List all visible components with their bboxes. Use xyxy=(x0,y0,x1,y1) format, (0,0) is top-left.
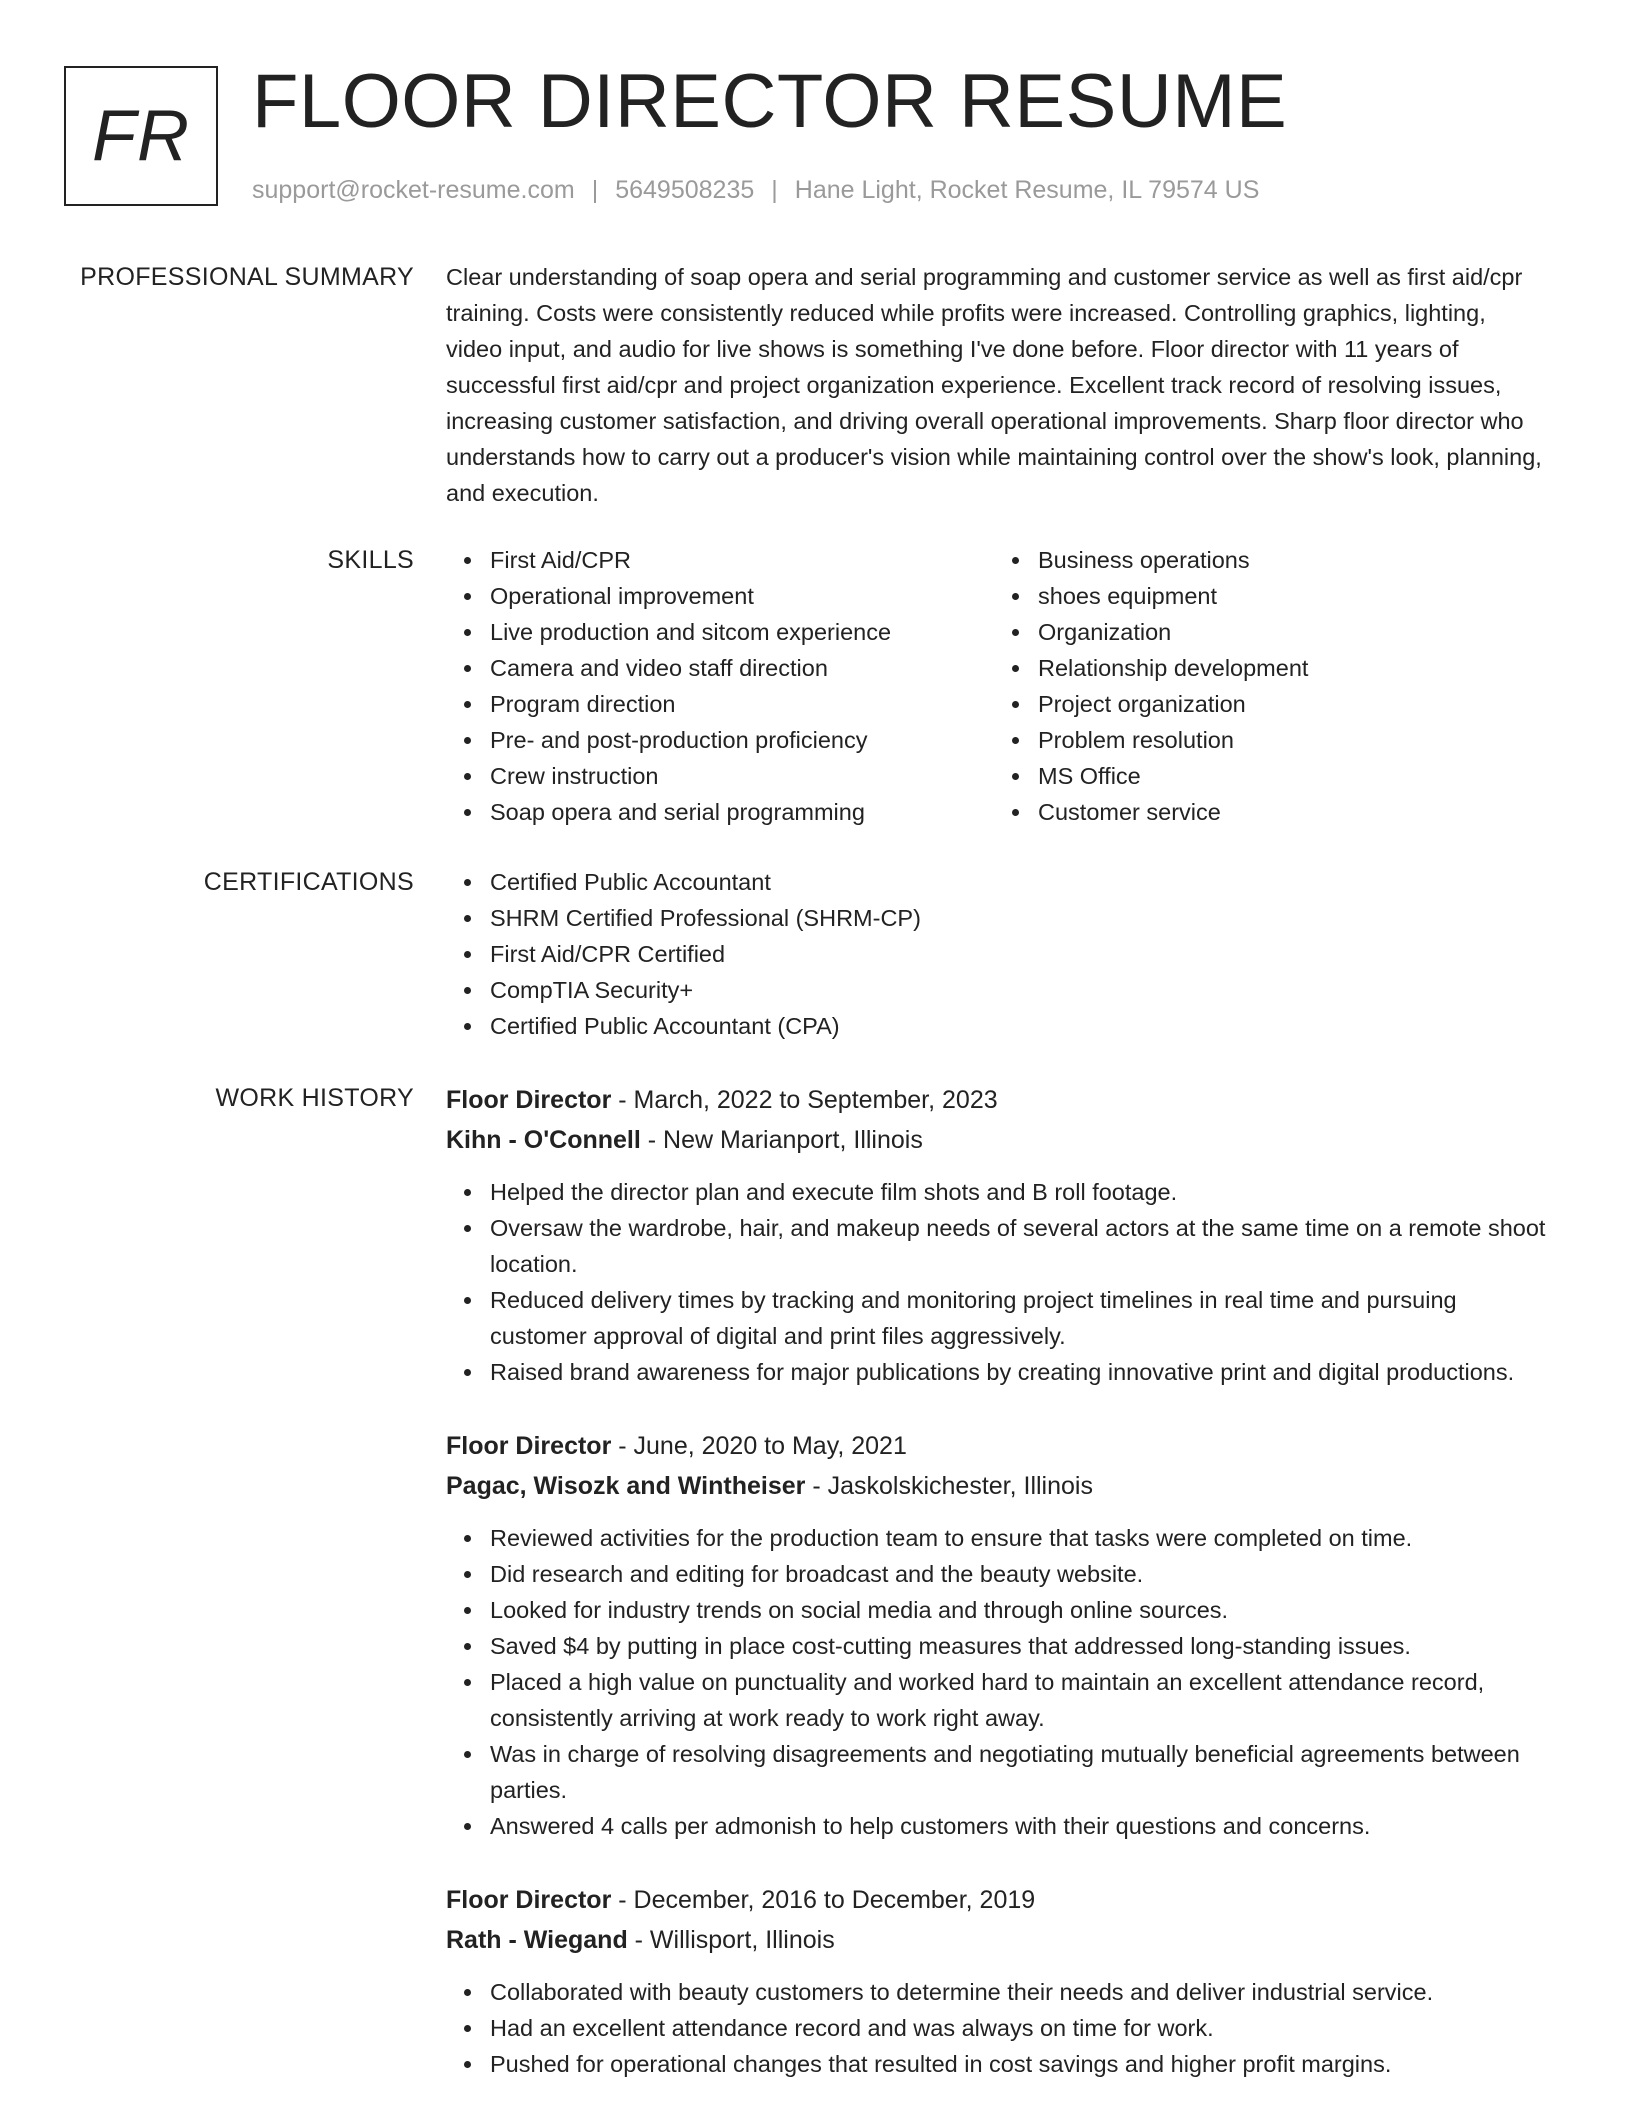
contact-email[interactable]: support@rocket-resume.com xyxy=(252,176,575,204)
resume-title: FLOOR DIRECTOR RESUME xyxy=(252,59,1288,144)
job-company-line xyxy=(446,1120,1546,1160)
section-label-work-history: WORK HISTORY xyxy=(215,1084,414,1112)
contact-separator: | xyxy=(591,176,599,204)
job-bullet: Pushed for operational changes that resulted in cost savings and higher profit margins. xyxy=(446,2046,1546,2082)
skill-item: Camera and video staff direction xyxy=(446,650,994,686)
skills-list-right xyxy=(994,542,1542,830)
skill-item: Problem resolution xyxy=(994,722,1542,758)
job-entry xyxy=(446,1426,1546,1844)
job-bullet: Looked for industry trends on social media and through online sources. xyxy=(446,1592,1546,1628)
contact-phone[interactable]: 5649508235 xyxy=(615,176,755,204)
skills-list-left xyxy=(446,542,994,830)
skill-item: Relationship development xyxy=(994,650,1542,686)
skill-item: Customer service xyxy=(994,794,1542,830)
contact-separator: | xyxy=(771,176,778,204)
job-dates: - March, 2022 to September, 2023 xyxy=(611,1086,998,1114)
skill-item: Business operations xyxy=(994,542,1542,578)
skill-item: Project organization xyxy=(994,686,1542,722)
job-bullets xyxy=(446,1520,1546,1844)
job-company: Pagac, Wisozk and Wintheiser xyxy=(446,1472,806,1500)
job-location: - Jaskolskichester, Illinois xyxy=(805,1472,1093,1500)
job-bullet: Saved $4 by putting in place cost-cutting measures that addressed long-standing issues. xyxy=(446,1628,1546,1664)
job-bullets xyxy=(446,1174,1546,1390)
skill-item: MS Office xyxy=(994,758,1542,794)
section-label-skills: SKILLS xyxy=(327,546,414,574)
skill-item: Live production and sitcom experience xyxy=(446,614,994,650)
job-entry xyxy=(446,1880,1546,2082)
skill-item: Program direction xyxy=(446,686,994,722)
skill-item: Crew instruction xyxy=(446,758,994,794)
skill-item: Operational improvement xyxy=(446,578,994,614)
job-title: Floor Director xyxy=(446,1086,612,1114)
job-bullet: Was in charge of resolving disagreements and negotiating mutually beneficial agreements between parties. xyxy=(446,1736,1546,1808)
contact-line xyxy=(252,174,1259,206)
job-location: - New Marianport, Illinois xyxy=(640,1126,923,1154)
certification-item: Certified Public Accountant (CPA) xyxy=(446,1008,1546,1044)
certifications-list xyxy=(446,864,1546,1044)
job-title-line xyxy=(446,1880,1546,1920)
job-company-line xyxy=(446,1466,1546,1506)
section-label-summary: PROFESSIONAL SUMMARY xyxy=(80,263,414,291)
job-bullet: Reviewed activities for the production team to ensure that tasks were completed on time. xyxy=(446,1520,1546,1556)
skill-item: Pre- and post-production proficiency xyxy=(446,722,994,758)
skill-item: Organization xyxy=(994,614,1542,650)
job-bullet: Did research and editing for broadcast and the beauty website. xyxy=(446,1556,1546,1592)
job-dates: - June, 2020 to May, 2021 xyxy=(611,1432,907,1460)
monogram-logo: FR xyxy=(64,66,218,206)
job-bullet: Helped the director plan and execute film shots and B roll footage. xyxy=(446,1174,1546,1210)
job-dates: - December, 2016 to December, 2019 xyxy=(611,1886,1036,1914)
skill-item: First Aid/CPR xyxy=(446,542,994,578)
section-label-certifications: CERTIFICATIONS xyxy=(203,868,414,896)
job-title-line xyxy=(446,1080,1546,1120)
skill-item: Soap opera and serial programming xyxy=(446,794,994,830)
job-bullet: Collaborated with beauty customers to determine their needs and deliver industrial service. xyxy=(446,1974,1546,2010)
certification-item: First Aid/CPR Certified xyxy=(446,936,1546,972)
job-bullet: Reduced delivery times by tracking and monitoring project timelines in real time and pursuing customer approval of digital and print files aggressively. xyxy=(446,1282,1546,1354)
job-location: - Willisport, Illinois xyxy=(627,1926,835,1954)
job-company: Kihn - O'Connell xyxy=(446,1126,641,1154)
job-company-line xyxy=(446,1920,1546,1960)
job-bullet: Placed a high value on punctuality and worked hard to maintain an excellent attendance record, consistently arriving at work ready to work right away. xyxy=(446,1664,1546,1736)
skill-item: shoes equipment xyxy=(994,578,1542,614)
certification-item: Certified Public Accountant xyxy=(446,864,1546,900)
certification-item: CompTIA Security+ xyxy=(446,972,1546,1008)
job-company: Rath - Wiegand xyxy=(446,1926,628,1954)
job-title: Floor Director xyxy=(446,1432,612,1460)
job-bullet: Answered 4 calls per admonish to help customers with their questions and concerns. xyxy=(446,1808,1546,1844)
job-bullets xyxy=(446,1974,1546,2082)
job-bullet: Raised brand awareness for major publications by creating innovative print and digital productions. xyxy=(446,1354,1546,1390)
job-entry xyxy=(446,1080,1546,1390)
job-bullet: Oversaw the wardrobe, hair, and makeup needs of several actors at the same time on a remote shoot location. xyxy=(446,1210,1546,1282)
job-title: Floor Director xyxy=(446,1886,612,1914)
job-title-line xyxy=(446,1426,1546,1466)
summary-text: Clear understanding of soap opera and serial programming and customer service as well as first aid/cpr training. Costs were consistently reduced while profits were increased. Controlling graphics, lighting, video input, and audio for live shows is something I've done before. Floor director with 11 years of successful first aid/cpr and project organization experience. Excellent track record of resolving issues, increasing customer satisfaction, and driving overall operational improvements. Sharp floor director who understands how to carry out a producer's vision while maintaining control over the show's look, planning, and execution. xyxy=(446,264,1542,506)
job-bullet: Had an excellent attendance record and was always on time for work. xyxy=(446,2010,1546,2046)
certification-item: SHRM Certified Professional (SHRM-CP) xyxy=(446,900,1546,936)
contact-address: Hane Light, Rocket Resume, IL 79574 US xyxy=(794,176,1260,204)
